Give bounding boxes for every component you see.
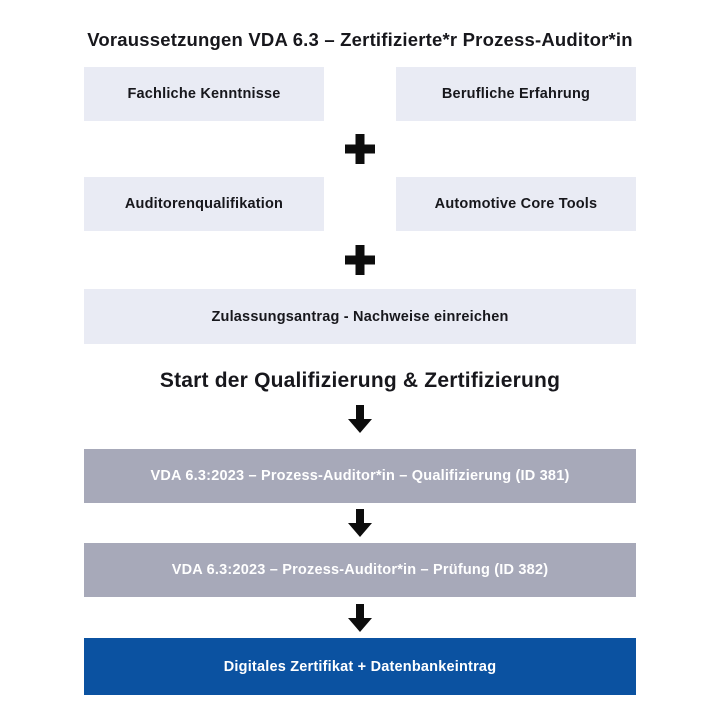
arrow-down-icon [348, 509, 372, 537]
prerequisite-box-automotive-core-tools: Automotive Core Tools [396, 177, 636, 231]
step-box-qualifizierung: VDA 6.3:2023 – Prozess-Auditor*in – Qualifizierung (ID 381) [84, 449, 636, 503]
prerequisite-box-fachliche-kenntnisse: Fachliche Kenntnisse [84, 67, 324, 121]
arrow-down-icon [348, 604, 372, 632]
arrow-row-3 [0, 604, 720, 632]
application-box-zulassungsantrag: Zulassungsantrag - Nachweise einreichen [84, 289, 636, 344]
arrow-down-icon [348, 405, 372, 433]
process-start-heading: Start der Qualifizierung & Zertifizierung [159, 369, 561, 392]
prerequisite-box-auditorenqualifikation: Auditorenqualifikation [84, 177, 324, 231]
arrow-row-2 [0, 509, 720, 537]
plus-row-1 [84, 121, 636, 177]
prerequisites-row-2 [84, 177, 636, 231]
page-title: Voraussetzungen VDA 6.3 – Zertifizierte*r Prozess-Auditor*in [87, 29, 633, 50]
prerequisite-box-berufliche-erfahrung: Berufliche Erfahrung [396, 67, 636, 121]
plus-row-2 [84, 231, 636, 289]
step-box-pruefung: VDA 6.3:2023 – Prozess-Auditor*in – Prüfung (ID 382) [84, 543, 636, 597]
plus-icon [345, 245, 375, 275]
plus-icon [345, 134, 375, 164]
arrow-row-1 [0, 405, 720, 433]
certificate-box-digitales-zertifikat: Digitales Zertifikat + Datenbankeintrag [84, 638, 636, 695]
prerequisites-row-1 [84, 67, 636, 121]
